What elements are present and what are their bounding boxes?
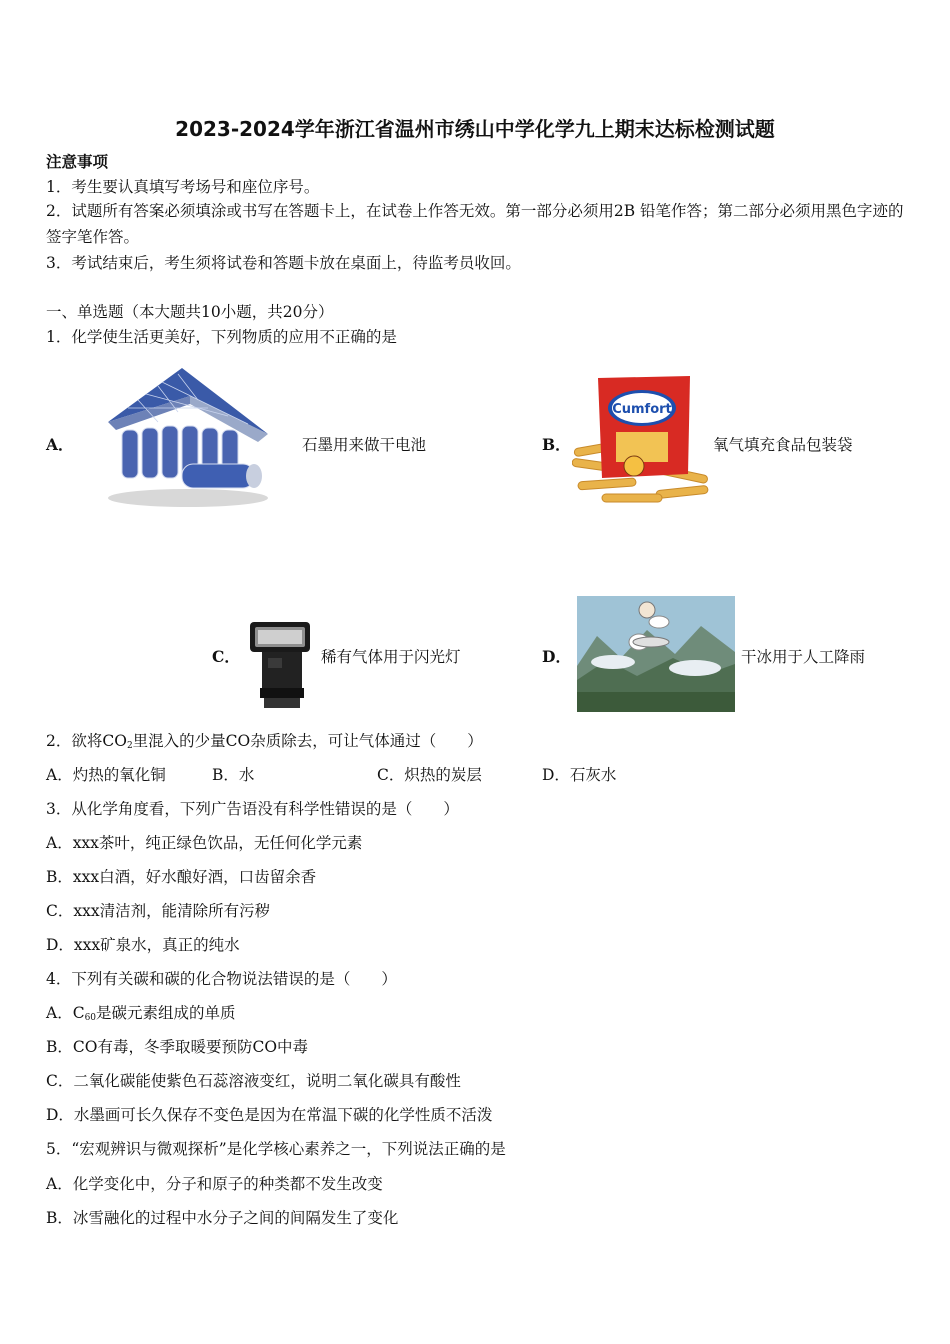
solar-house-image	[98, 360, 274, 510]
notice-item: 3．考试结束后，考生须将试卷和答题卡放在桌面上，待监考员收回。	[46, 254, 521, 272]
question-1-stem: 1．化学使生活更美好，下列物质的应用不正确的是	[46, 328, 397, 346]
notice-heading: 注意事项	[46, 152, 109, 171]
notice-item: 2．试题所有答案必须填涂或书写在答题卡上，在试卷上作答无效。第一部分必须用2B 铅笔作答；第二部分必须用黑色字迹的签字笔作答。	[46, 202, 904, 246]
camera-flash-image	[244, 618, 316, 712]
question-2-stem: 2．欲将$CO_2$里混入的少量CO杂质除去，可让气体通过（ ）	[46, 732, 483, 751]
cloud-seeding-image	[577, 596, 735, 712]
option: A．xxx茶叶，纯正绿色饮品，无任何化学元素	[46, 834, 363, 852]
option: B．冰雪融化的过程中水分子之间的间隔发生了变化	[46, 1209, 399, 1227]
option: A．化学变化中，分子和原子的种类都不发生改变	[46, 1175, 383, 1193]
option: D．石灰水	[542, 766, 617, 784]
option: B．水	[212, 766, 255, 784]
option: D．水墨画可长久保存不变色是因为在常温下碳的化学性质不活泼	[46, 1106, 493, 1124]
question-3-stem: 3．从化学角度看，下列广告语没有科学性错误的是（ ）	[46, 800, 459, 818]
option: C．xxx清洁剂，能清除所有污秽	[46, 902, 271, 920]
option: C．炽热的炭层	[377, 766, 482, 784]
option: A．灼热的氧化铜	[46, 766, 166, 784]
question-5-stem: 5．“宏观辨识与微观探析”是化学核心素养之一，下列说法正确的是	[46, 1140, 506, 1158]
snack-brand-text: Cumfort	[612, 402, 672, 417]
notice-item: 1．考生要认真填写考场号和座位序号。	[46, 178, 320, 196]
option-letter: D．	[542, 647, 571, 666]
option-letter: B．	[542, 435, 571, 454]
question-4-stem: 4．下列有关碳和碳的化合物说法错误的是（ ）	[46, 970, 397, 988]
option: C．二氧化碳能使紫色石蕊溶液变红，说明二氧化碳具有酸性	[46, 1072, 461, 1090]
option: B．xxx白酒，好水酿好酒，口齿留余香	[46, 868, 317, 886]
option: A．$C_{60}$是碳元素组成的单质	[46, 1004, 236, 1023]
option-text: 氧气填充食品包装袋	[713, 436, 853, 454]
page-title: 2023-2024学年浙江省温州市绣山中学化学九上期末达标检测试题	[175, 117, 775, 141]
option-text: 干冰用于人工降雨	[741, 648, 866, 666]
option-letter: C．	[212, 647, 240, 666]
option-text: 稀有气体用于闪光灯	[321, 648, 461, 666]
option: B．CO有毒，冬季取暖要预防CO中毒	[46, 1038, 309, 1056]
option-letter: A．	[46, 435, 74, 454]
section-heading: 一、单选题（本大题共10小题，共20分）	[46, 303, 334, 321]
option-text: 石墨用来做干电池	[302, 436, 427, 454]
snack-bag-image	[572, 374, 710, 508]
option: D．xxx矿泉水，真正的纯水	[46, 936, 240, 954]
